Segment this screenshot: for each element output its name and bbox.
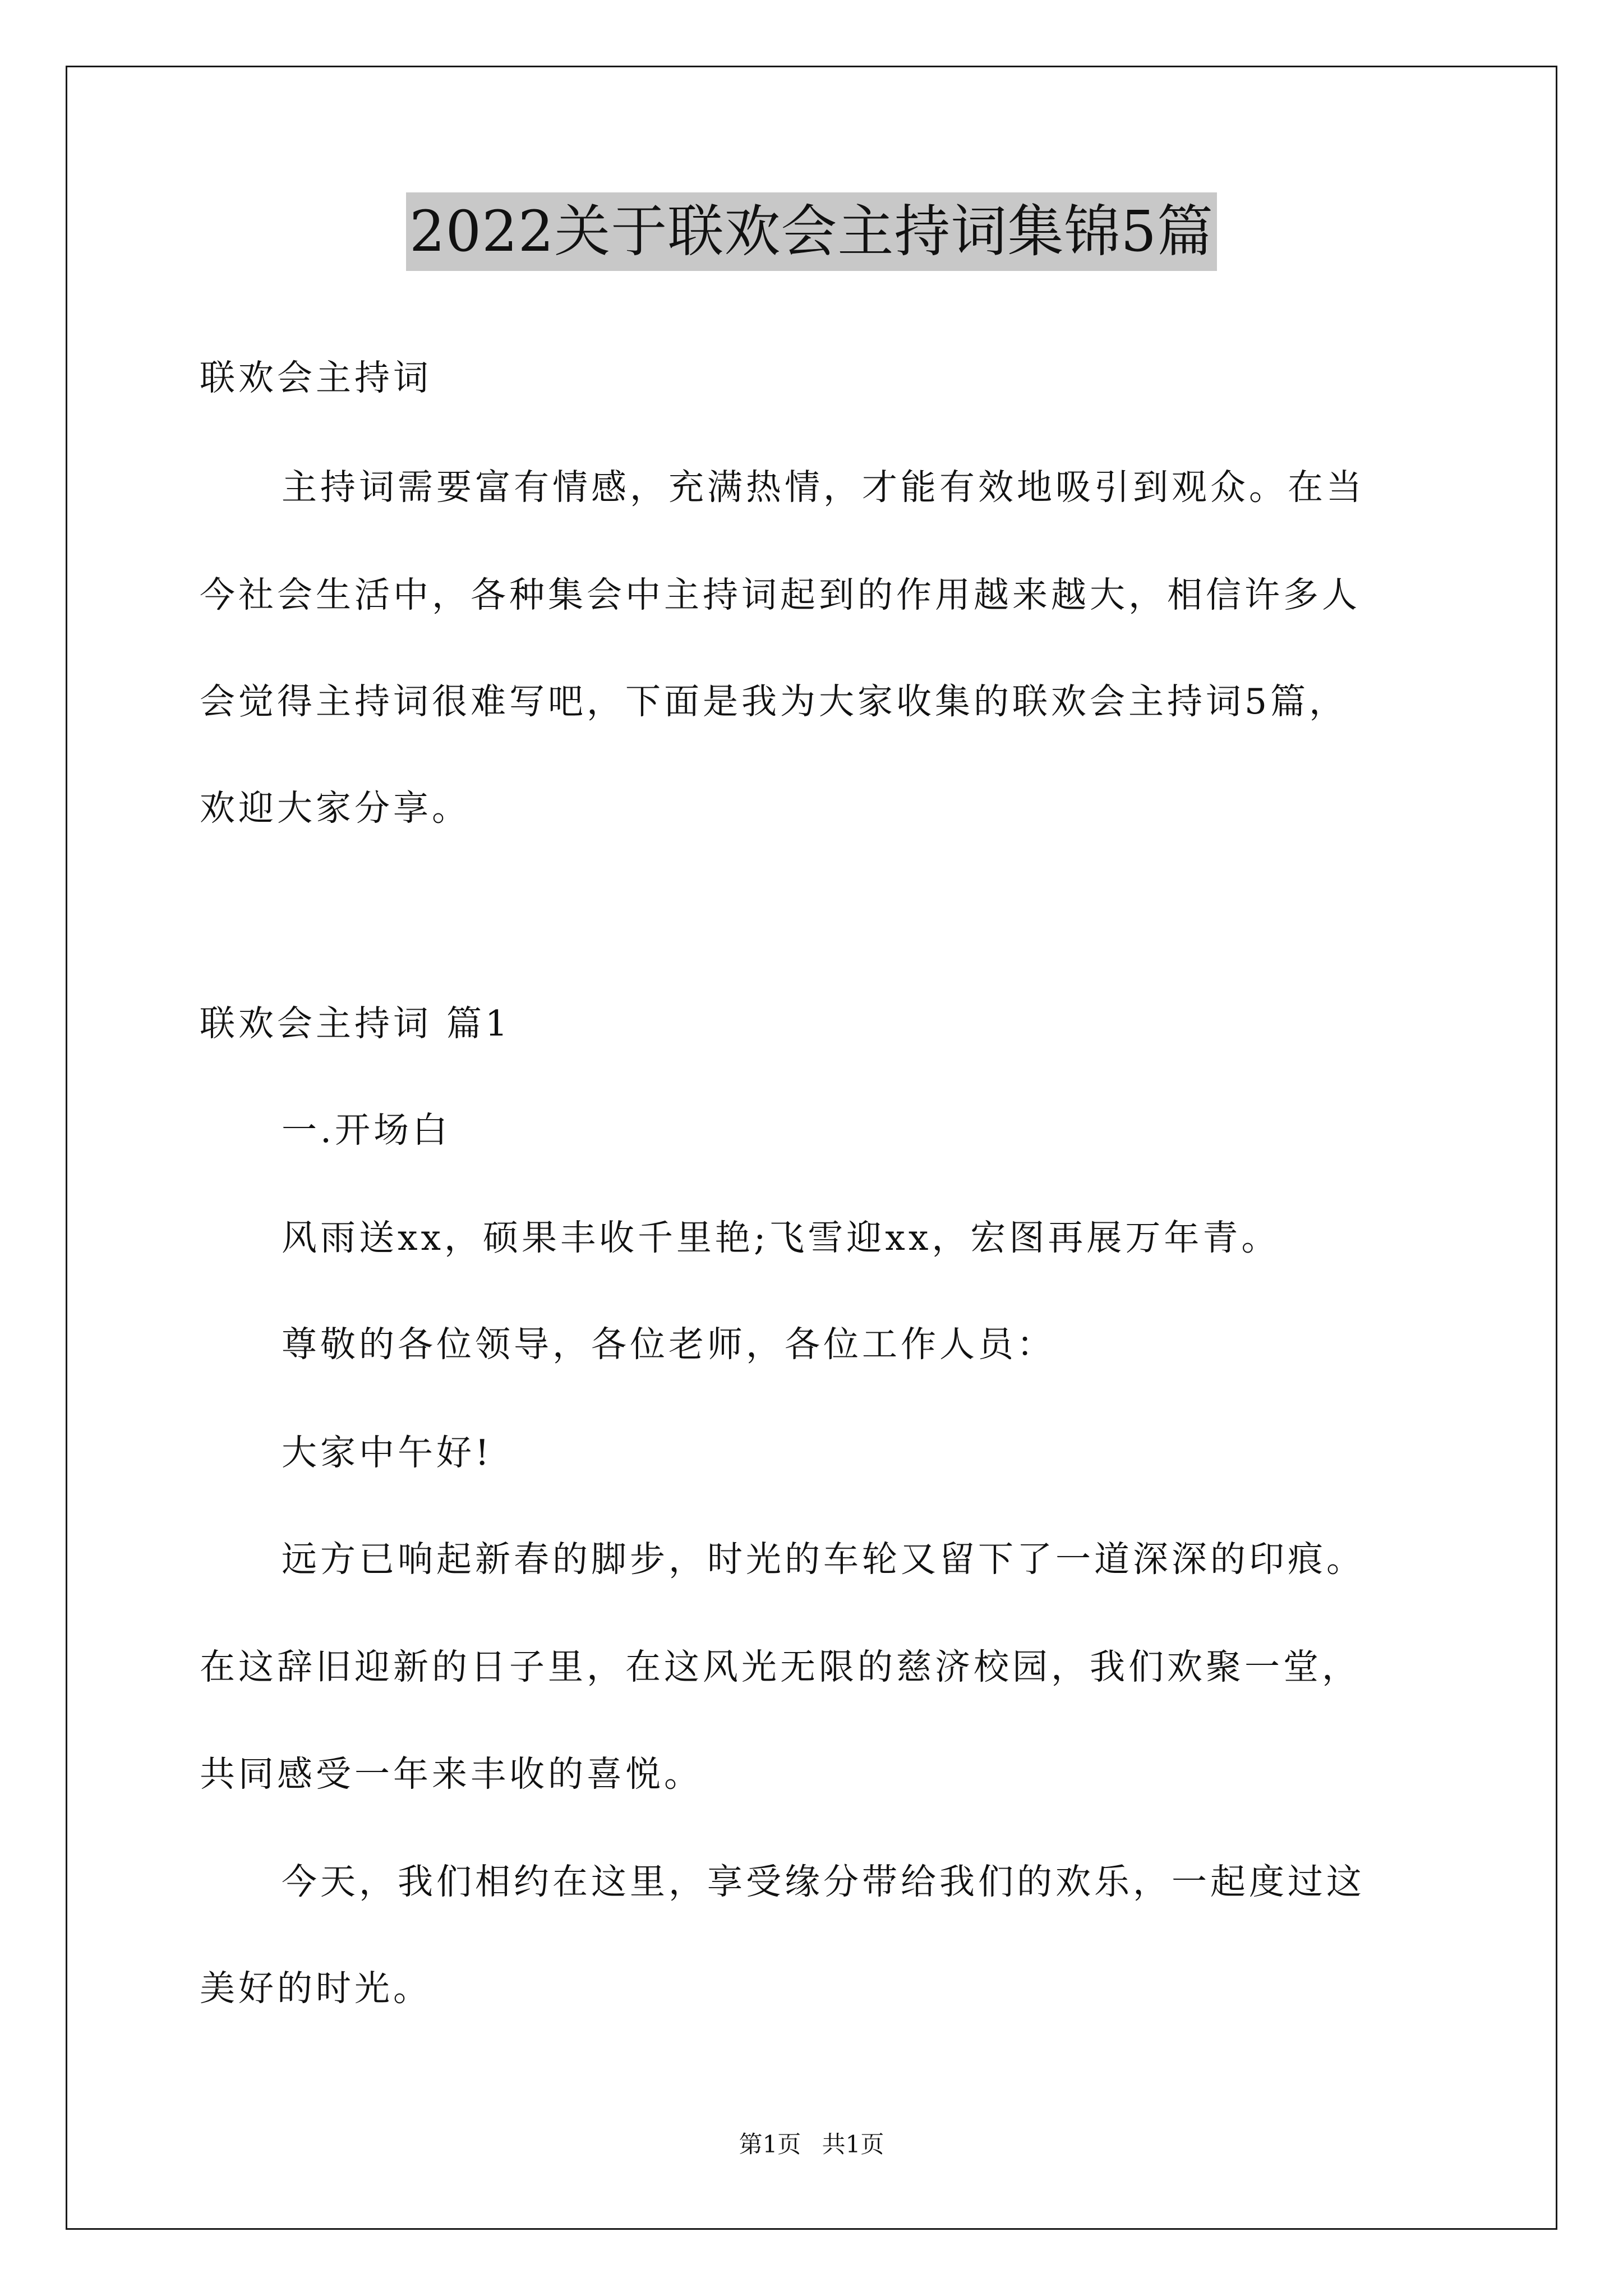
opening-label: 一.开场白 — [282, 1110, 451, 1151]
paragraph1-line-2: 在这辞旧迎新的日子里，在这风光无限的慈济校园，我们欢聚一堂， — [200, 1646, 1361, 1687]
greeting-line: 大家中午好! — [282, 1432, 493, 1473]
title-container — [0, 192, 1623, 271]
salutation-line: 尊敬的各位领导，各位老师，各位工作人员： — [282, 1324, 1055, 1365]
page-number: 第1页 — [739, 2131, 801, 2158]
paragraph2-line-1: 今天，我们相约在这里，享受缘分带给我们的欢乐，一起度过这 — [282, 1861, 1365, 1902]
page-footer — [0, 2129, 1623, 2160]
intro-line-1: 主持词需要富有情感，充满热情，才能有效地吸引到观众。在当 — [282, 467, 1365, 508]
section-heading: 联欢会主持词 篇1 — [200, 1003, 511, 1044]
paragraph1-line-1: 远方已响起新春的脚步，时光的车轮又留下了一道深深的印痕。 — [282, 1539, 1365, 1580]
intro-line-3: 会觉得主持词很难写吧，下面是我为大家收集的联欢会主持词5篇， — [200, 681, 1348, 722]
intro-line-2: 今社会生活中，各种集会中主持词起到的作用越来越大，相信许多人 — [200, 574, 1361, 615]
total-pages: 共1页 — [822, 2131, 884, 2158]
intro-heading: 联欢会主持词 — [200, 357, 432, 398]
paragraph2-line-2: 美好的时光。 — [200, 1968, 432, 2009]
paragraph1-line-3: 共同感受一年来丰收的喜悦。 — [200, 1754, 703, 1795]
document-title: 2022关于联欢会主持词集锦5篇 — [406, 192, 1217, 271]
intro-line-4: 欢迎大家分享。 — [200, 788, 471, 829]
couplet-line: 风雨送xx，硕果丰收千里艳;飞雪迎xx，宏图再展万年青。 — [282, 1217, 1280, 1258]
